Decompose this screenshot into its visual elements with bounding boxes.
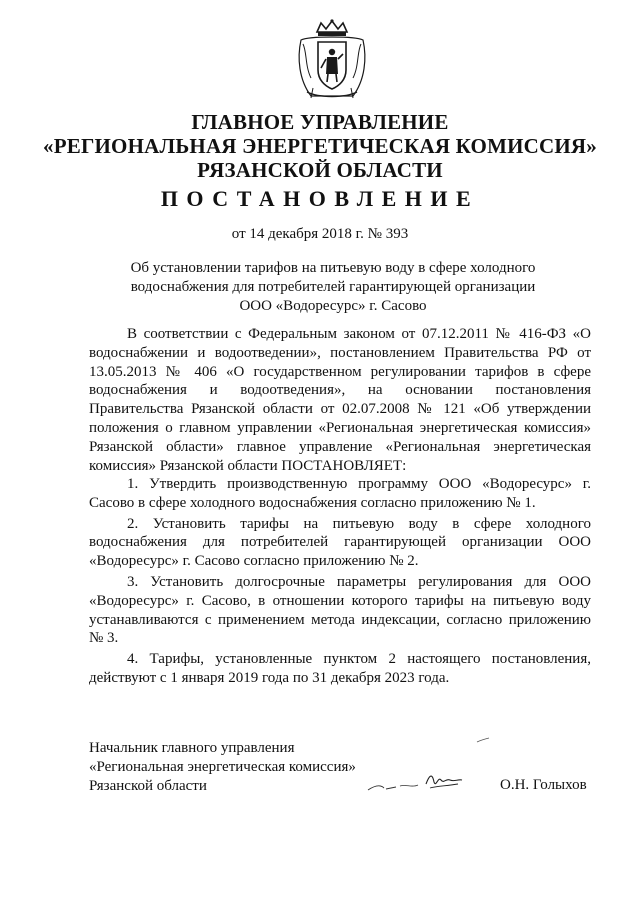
document-date-number: от 14 декабря 2018 г. № 393 (231, 226, 409, 242)
ryazan-coat-of-arms-icon (291, 18, 373, 102)
signatory-position (89, 739, 356, 796)
position-line-2: «Региональная энергетическая комиссия» (89, 759, 356, 775)
resolution-items (89, 475, 591, 688)
header-line-2: «РЕГИОНАЛЬНАЯ ЭНЕРГЕТИЧЕСКАЯ КОМИССИЯ» (43, 134, 597, 158)
header-line-1: ГЛАВНОЕ УПРАВЛЕНИЕ (191, 110, 449, 134)
resolution-item-2: 2. Установить тарифы на питьевую воду в сфере холодного водоснабжения для потребителей гарантирующей организации ООО «Водоресурс» г. Сасово согласно приложению № 2. (89, 515, 591, 570)
pen-mark (476, 737, 490, 743)
resolution-item-1: 1. Утвердить производственную программу ООО «Водоресурс» г. Сасово в сфере холодного водоснабжения согласно приложению № 1. (89, 476, 591, 511)
resolution-item-4: 4. Тарифы, установленные пунктом 2 настоящего постановления, действуют с 1 января 2019 года по 31 декабря 2023 года. (89, 651, 591, 686)
signatory-name: О.Н. Голыхов (500, 777, 587, 793)
document-subject: Об установлении тарифов на питьевую воду в сфере холодного водоснабжения для потребителей гарантирующей организации ООО «Водоресурс» г. Сасово (130, 260, 536, 314)
position-line-3: Рязанской области (89, 778, 207, 794)
resolution-item-3: 3. Установить долгосрочные параметры регулирования для ООО «Водоресурс» г. Сасово, в отношении которого тарифы на питьевую воду устанавливаются с применением метода индексации, согласно приложению № 3. (89, 573, 591, 647)
document-type: ПОСТАНОВЛЕНИЕ (160, 186, 480, 211)
position-line-1: Начальник главного управления (89, 740, 295, 756)
handwritten-signature (366, 762, 476, 800)
header-line-3: РЯЗАНСКОЙ ОБЛАСТИ (197, 158, 443, 182)
preamble-paragraph: В соответствии с Федеральным законом от 07.12.2011 № 416-ФЗ «О водоснабжении и водоотведении», постановлением Правительства РФ от 13.05.2013 № 406 «О государственном регулировании тарифов в сфере водоснабжения и водоотведения», на основании постановления Правительства Рязанской области от 02.07.2008 № 121 «Об утверждении положения о главном управлении «Региональная энергетическая комиссия» Рязанской области» главное управление «Региональная энергетическая комиссия» Рязанской области ПОСТАНОВЛЯЕТ: (89, 326, 591, 474)
